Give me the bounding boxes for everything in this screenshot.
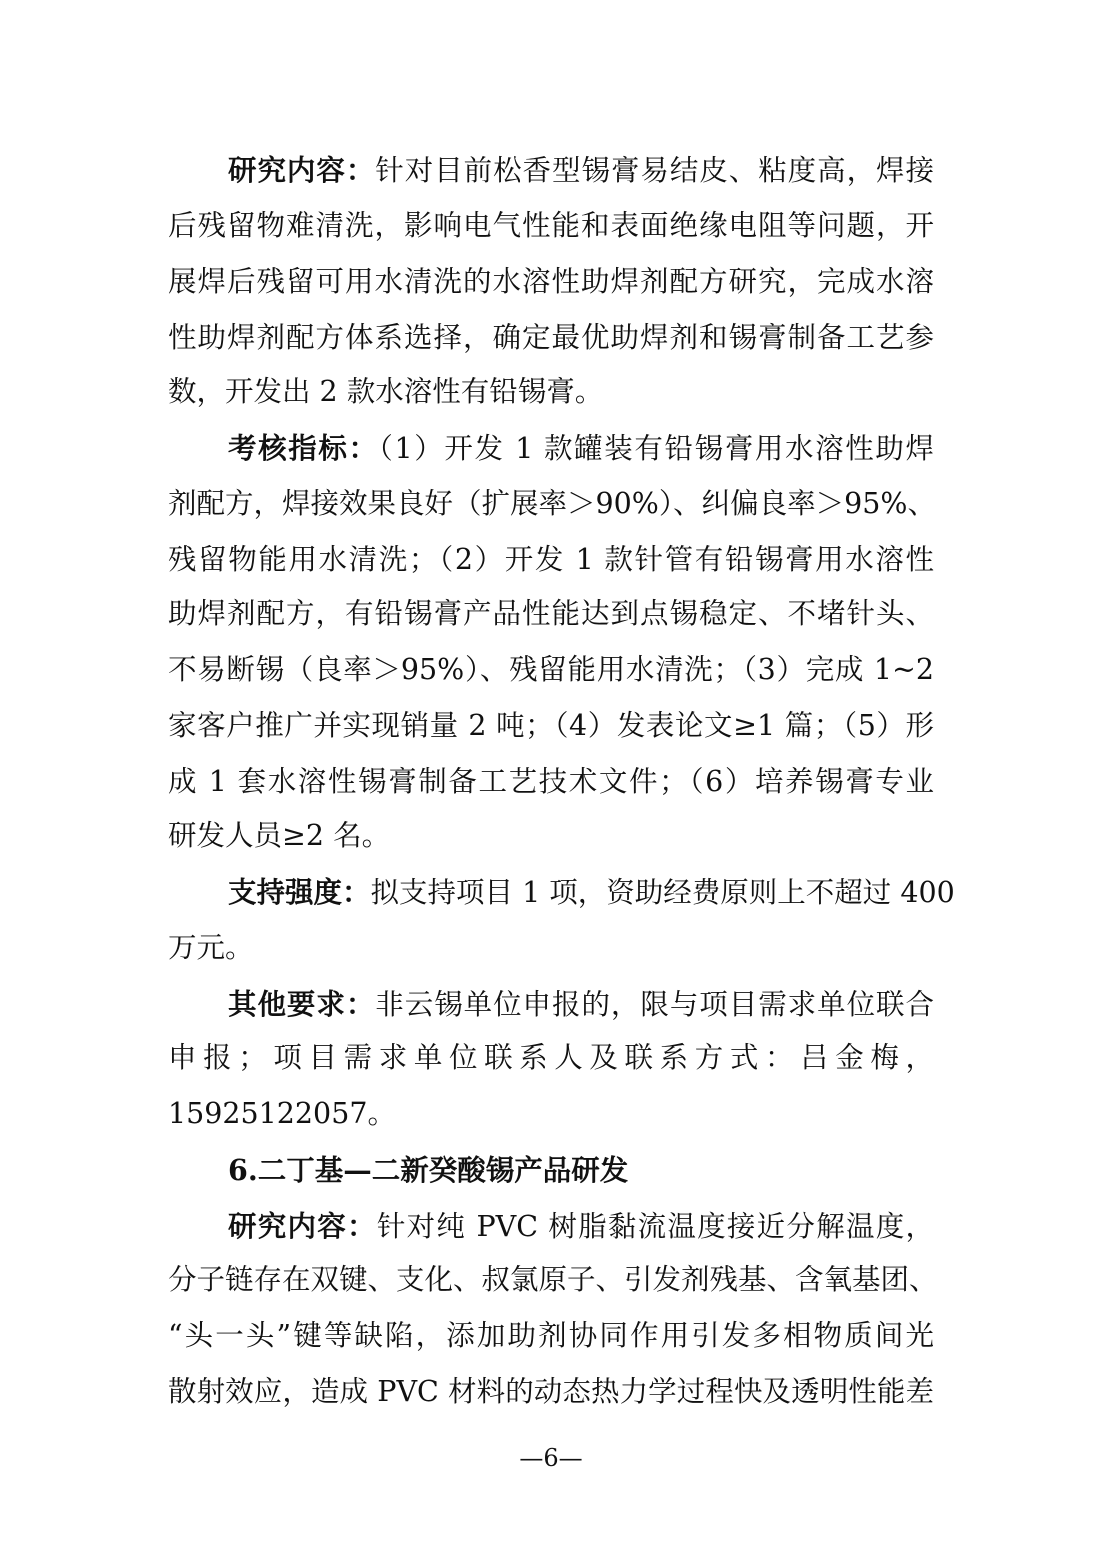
body-text: 针对纯 PVC 树脂黏流温度接近分解温度， — [376, 1210, 934, 1243]
section-label: 其他要求： — [228, 987, 376, 1021]
body-text: （1）开发 1 款罐装有铅锡膏用水溶性助焊 — [378, 432, 934, 465]
body-line-22: “头一头”键等缺陷，添加助剂协同作用引发多相物质间光 — [168, 1319, 934, 1352]
body-line-3: 展焊后残留可用水清洗的水溶性助焊剂配方研究，完成水溶 — [168, 265, 934, 298]
body-line-20 — [228, 1206, 934, 1246]
body-line-21: 分子链存在双键、支化、叔氯原子、引发剂残基、含氧基团、 — [168, 1263, 938, 1296]
body-line-12: 成 1 套水溶性锡膏制备工艺技术文件；（6）培养锡膏专业 — [168, 765, 934, 798]
body-line-16 — [228, 984, 934, 1024]
body-line-23: 散射效应，造成 PVC 材料的动态热力学过程快及透明性能差 — [168, 1375, 934, 1408]
body-line-15: 万元。 — [168, 931, 254, 964]
section-label: 考核指标： — [228, 431, 379, 465]
section-label: 研究内容： — [228, 1209, 377, 1243]
section-label: 支持强度： — [228, 875, 371, 909]
body-line-10: 不易断锡（良率＞95%）、残留能用水清洗；（3）完成 1~2 — [168, 653, 934, 686]
body-line-5: 数，开发出 2 款水溶性有铅锡膏。 — [168, 375, 604, 408]
body-text: 针对目前松香型锡膏易结皮、粘度高，焊接 — [375, 154, 934, 187]
section-label: 研究内容： — [228, 153, 376, 187]
body-line-2: 后残留物难清洗，影响电气性能和表面绝缘电阻等问题，开 — [168, 209, 934, 242]
body-line-17: 申报；项目需求单位联系人及联系方式：吕金梅， — [168, 1041, 934, 1074]
section-heading: 6.二丁基—二新癸酸锡产品研发 — [228, 1153, 629, 1187]
body-line-14 — [228, 872, 955, 912]
body-line-8: 残留物能用水清洗；（2）开发 1 款针管有铅锡膏用水溶性 — [168, 543, 934, 576]
body-line-6 — [228, 428, 934, 468]
body-line-7: 剂配方，焊接效果良好（扩展率＞90%）、纠偏良率＞95%、 — [168, 487, 936, 520]
body-line-1 — [228, 150, 934, 190]
body-line-4: 性助焊剂配方体系选择，确定最优助焊剂和锡膏制备工艺参 — [168, 321, 934, 354]
body-line-13: 研发人员≥2 名。 — [168, 819, 391, 852]
body-text: 拟支持项目 1 项，资助经费原则上不超过 400 — [370, 876, 955, 909]
body-line-9: 助焊剂配方，有铅锡膏产品性能达到点锡稳定、不堵针头、 — [168, 597, 934, 630]
body-line-18: 15925122057。 — [168, 1097, 396, 1130]
body-line-11: 家客户推广并实现销量 2 吨；（4）发表论文≥1 篇；（5）形 — [168, 709, 934, 742]
page-number: —6— — [519, 1444, 583, 1472]
body-text: 非云锡单位申报的，限与项目需求单位联合 — [375, 988, 934, 1021]
